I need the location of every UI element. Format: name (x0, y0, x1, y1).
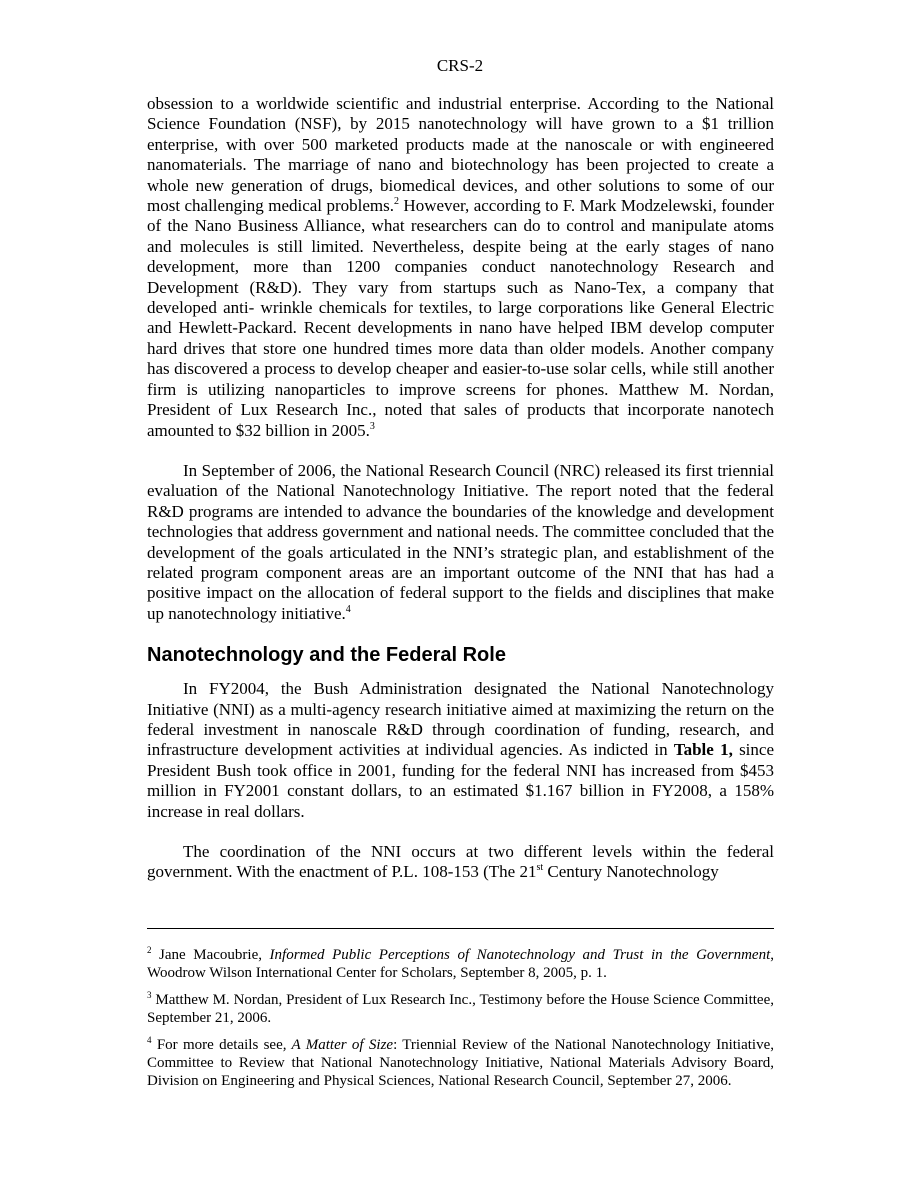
footnote-number: 2 (147, 945, 152, 955)
footnote-3 (147, 991, 774, 1028)
body-text (147, 94, 774, 883)
paragraph-4-text-a: The coordination of the NNI occurs at two different levels within the federal government. With the enactment of P.L. 108-153 (The 21 (147, 842, 774, 882)
paragraph-4-text-b: Century Nanotechnology (543, 862, 719, 882)
footnote-text-pre: For more details see (151, 1036, 283, 1053)
footnote-text-post: : Triennial Review of the National Nanotechnology Initiative, Committee to Review that National Nanotechnology Initiative, National Materials Advisory Board, Division on Engineering and Physical Sciences, National Research Council, September 27, 2006. (147, 1036, 774, 1090)
footnote-4 (147, 1036, 774, 1091)
footnote-divider (147, 928, 774, 929)
ordinal-superscript: st (536, 862, 544, 874)
footnote-title: , A Matter of Size (282, 1036, 394, 1053)
paragraph-1 (147, 94, 774, 441)
footnote-2 (147, 946, 774, 983)
footnote-ref-4[interactable]: 4 (345, 603, 351, 615)
paragraph-3-text-a: In FY2004, the Bush Administration designated the National Nanotechnology Initiative (NNI) as a multi-agency research initiative aimed at maximizing the return on the federal investment in nanoscale R&D through coordination of funding, research, and infrastructure development activities at individual agencies. As indicted in (147, 679, 774, 760)
footnotes (147, 946, 774, 1099)
table-1-reference[interactable]: Table 1, (673, 740, 733, 760)
footnote-ref-2[interactable]: 2 (393, 196, 399, 208)
footnote-text-pre: Jane Macoubrie, (151, 947, 270, 963)
footnote-number: 3 (147, 989, 152, 1000)
paragraph-2-text: In September of 2006, the National Research Council (NRC) released its first triennial evaluation of the National Nanotechnology Initiative. The report noted that the federal R&D programs are intended to advance the boundaries of the knowledge and development technologies that address government and national needs. The committee concluded that the development of the goals articulated in the NNI’s strategic plan, and establishment of the related program component areas are an important outcome of the NNI that has had a positive impact on the allocation of federal support to the fields and disciplines that make up nanotechnology initiative. (147, 460, 774, 623)
paragraph-3 (147, 679, 774, 822)
footnote-number: 4 (147, 1034, 152, 1045)
section-heading: Nanotechnology and the Federal Role (147, 644, 506, 667)
footnote-title: Informed Public Perceptions of Nanotechnology and Trust in the Government (269, 947, 771, 963)
footnote-text-post: , Woodrow Wilson International Center for Scholars, September 8, 2005, p. 1. (147, 947, 774, 982)
paragraph-3-text-b: since President Bush took office in 2001, funding for the federal NNI has increased from $453 million in FY2001 constant dollars, to an estimated $1.167 billion in FY2008, a 158% increase in real dollars. (147, 740, 774, 821)
paragraph-2 (147, 461, 774, 624)
footnote-text-pre: Matthew M. Nordan, President of Lux Research Inc., Testimony before the House Science Committee, September 21, 2006. (147, 991, 774, 1027)
page-header: CRS-2 (436, 56, 484, 75)
footnote-ref-3[interactable]: 3 (369, 420, 375, 432)
paragraph-1-text-b: However, according to F. Mark Modzelewski, founder of the Nano Business Alliance, what researchers can do to control and manipulate atoms and molecules is still limited. Nevertheless, despite being at the early stages of nano development, more than 1200 companies conduct nanotechnology Research and Development (R&D). They vary from startups such as Nano-Tex, a company that developed anti- wrinkle chemicals for textiles, to large corporations like General Electric and Hewlett-Packard. Recent developments in nano have helped IBM develop computer hard drives that store one hundred times more data than older models. Another company has discovered a process to develop cheaper and easier-to-use solar cells, while still another firm is utilizing nanoparticles to improve screens for phones. Matthew M. Nordan, President of Lux Research Inc., noted that sales of products that incorporate nanotech amounted to $32 billion in 2005. (147, 196, 774, 440)
paragraph-1-text-a: obsession to a worldwide scientific and industrial enterprise. According to the National Science Foundation (NSF), by 2015 nanotechnology will have grown to a $1 trillion enterprise, with over 500 marketed products made at the nanoscale or with engineered nanomaterials. The marriage of nano and biotechnology has been projected to create a whole new generation of drugs, biomedical devices, and other solutions to some of our most challenging medical problems. (147, 94, 774, 216)
paragraph-4 (147, 842, 774, 883)
